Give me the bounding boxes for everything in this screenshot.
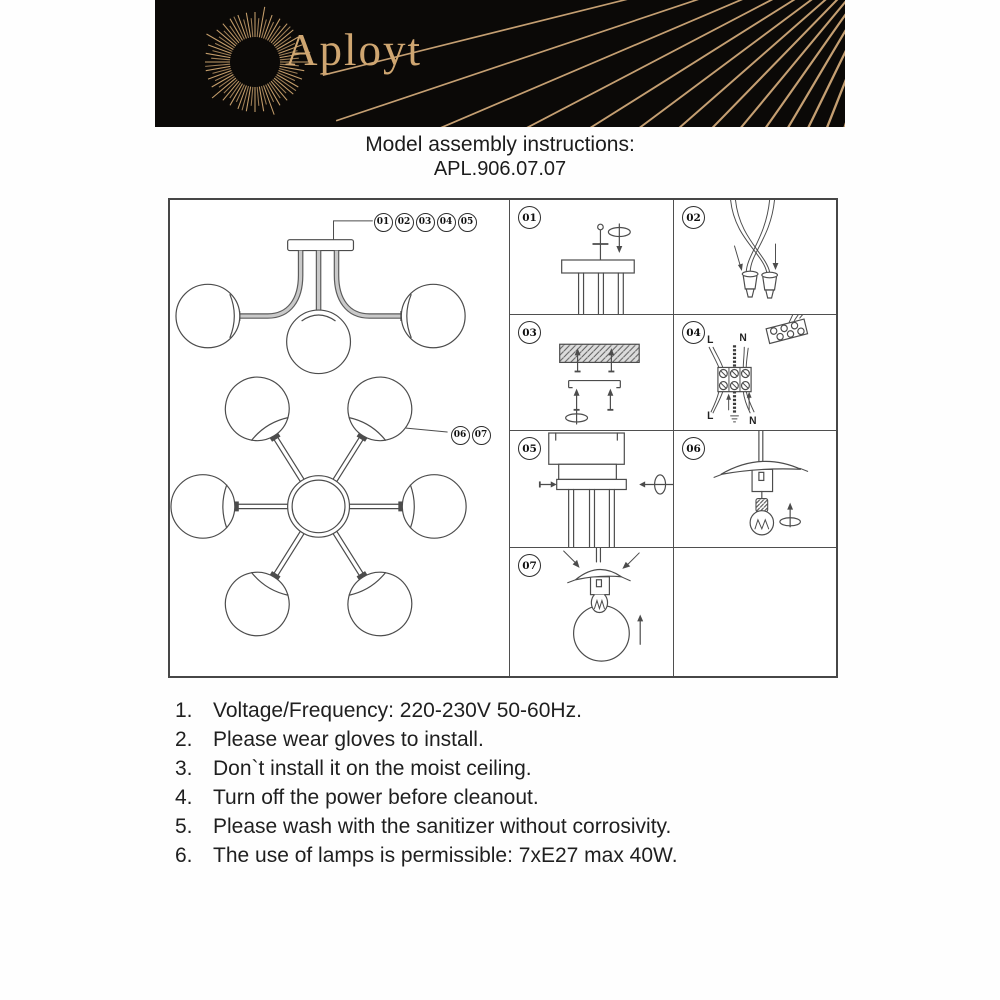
overview-panel — [170, 200, 510, 676]
terminal-block-3d — [762, 315, 827, 344]
title-block — [0, 132, 1000, 182]
step-grid — [510, 200, 836, 676]
callout-06: 06 — [451, 426, 470, 445]
brand-banner — [155, 0, 845, 127]
callout-02: 02 — [395, 213, 414, 232]
center-body — [288, 476, 350, 537]
callout-05: 05 — [458, 213, 477, 232]
callout-07: 07 — [472, 426, 491, 445]
lamp-arm — [171, 475, 288, 538]
mounting-bracket — [569, 381, 621, 388]
neutral-label: N — [739, 333, 747, 345]
step-07-cell — [510, 547, 673, 676]
step-05-cell — [510, 430, 673, 547]
terminal-block — [718, 367, 751, 391]
callout-leader-line — [334, 221, 373, 240]
instruction-item: 2. Please wear gloves to install. — [175, 728, 484, 751]
callout-04: 04 — [437, 213, 456, 232]
glass-globe — [574, 606, 630, 662]
ground-symbol — [731, 416, 739, 422]
glass-globe — [287, 310, 351, 373]
lamp-socket — [762, 272, 778, 298]
lamp-socket — [742, 271, 758, 297]
step-number: 02 — [682, 206, 705, 229]
instruction-item: 3. Don`t install it on the moist ceiling. — [175, 757, 532, 780]
lamp-arm — [349, 475, 466, 538]
ceiling-surface — [560, 344, 640, 362]
step-number: 07 — [518, 554, 541, 577]
empty-cell — [673, 547, 836, 676]
instruction-item: 4. Turn off the power before cleanout. — [175, 786, 539, 809]
callout-leader-line — [406, 428, 447, 432]
page-title: Model assembly instructions: — [365, 133, 635, 156]
mounting-bracket — [549, 433, 625, 464]
light-bulb — [750, 511, 773, 535]
step-02-cell — [673, 200, 836, 314]
instruction-item: 5. Please wash with the sanitizer without corrosivity. — [175, 815, 672, 838]
live-label: L — [707, 410, 714, 422]
step-04-cell — [673, 314, 836, 430]
callout-03: 03 — [416, 213, 435, 232]
canopy-plate — [557, 479, 627, 489]
step-03-cell — [510, 314, 673, 430]
bulb-base — [756, 499, 768, 512]
side-view-drawing — [176, 240, 465, 374]
step-number: 04 — [682, 321, 705, 344]
brand-name: Aployt — [285, 25, 423, 75]
model-number: APL.906.07.07 — [433, 158, 567, 180]
glass-globe — [401, 284, 465, 347]
ceiling-plate — [562, 260, 635, 273]
step-number: 06 — [682, 437, 705, 460]
step-number: 01 — [518, 206, 541, 229]
callout-01: 01 — [374, 213, 393, 232]
glass-globe — [176, 284, 240, 347]
assembly-diagram — [168, 198, 838, 678]
step-06-cell — [673, 430, 836, 547]
ceiling-plate — [288, 240, 354, 251]
neutral-label: N — [749, 415, 757, 427]
step-number: 05 — [518, 437, 541, 460]
bottom-view-drawing — [171, 365, 466, 648]
instruction-item: 1. Voltage/Frequency: 220-230V 50-60Hz. — [175, 699, 582, 722]
step-01-cell — [510, 200, 673, 314]
instruction-item: 6. The use of lamps is permissible: 7xE27 max 40W. — [175, 844, 678, 867]
live-label: L — [707, 335, 714, 347]
step-number: 03 — [518, 321, 541, 344]
instruction-list — [175, 696, 678, 870]
banner-art — [155, 0, 845, 127]
